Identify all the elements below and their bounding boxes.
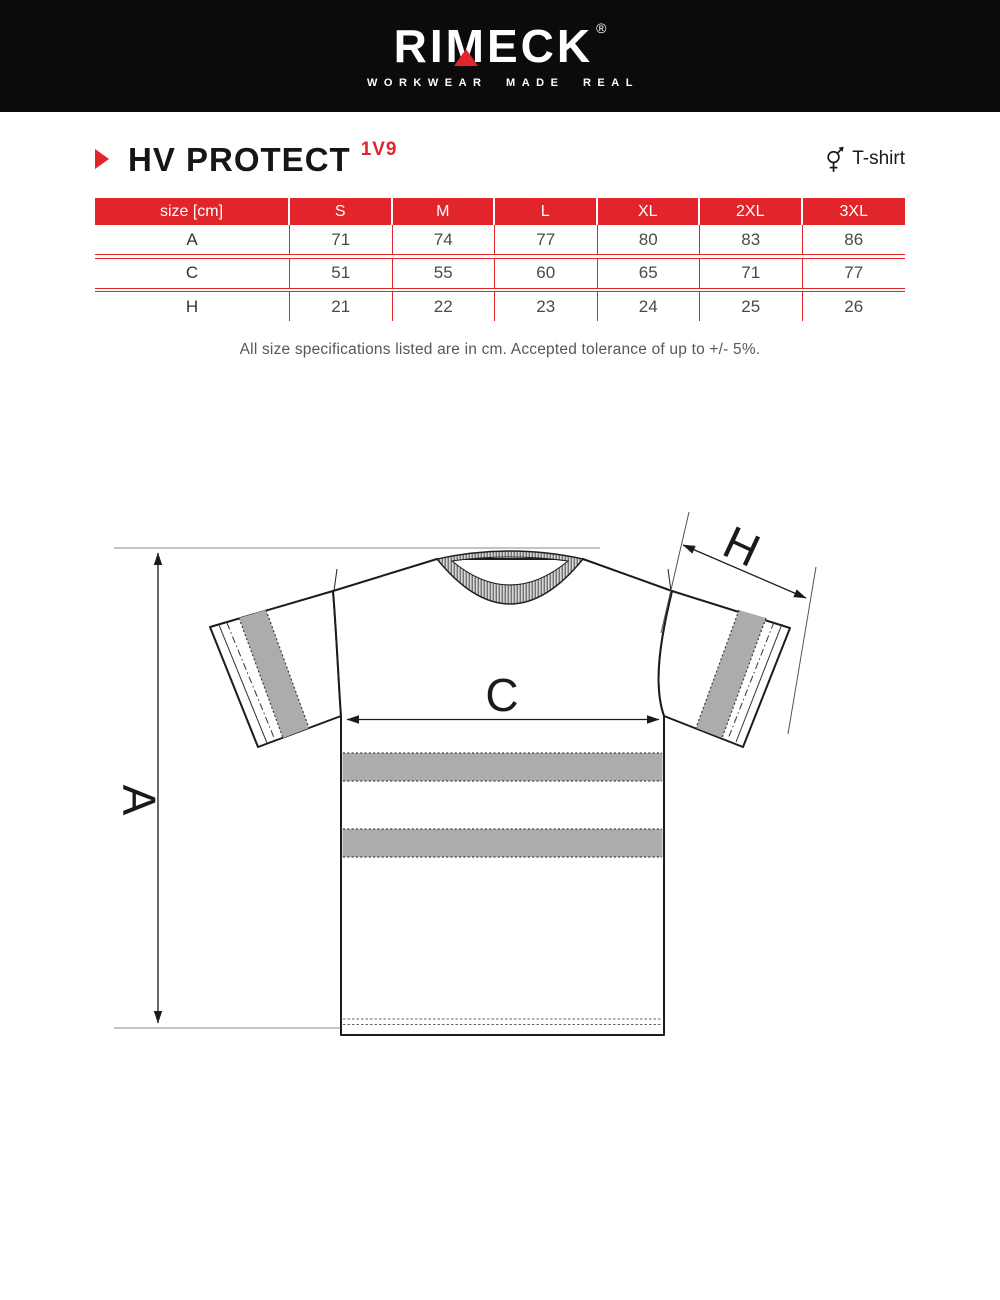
chest-stripe-lower (343, 829, 663, 857)
table-cell: 83 (700, 225, 803, 254)
registered-mark: ® (596, 20, 607, 36)
table-cell: 55 (393, 259, 496, 288)
dim-label-c: C (485, 669, 519, 721)
right-shoulder-seam (668, 569, 671, 591)
table-cell: 24 (598, 292, 701, 321)
shirt-body (333, 559, 672, 1035)
column-header: M (393, 198, 496, 225)
column-header: S (290, 198, 393, 225)
row-label: C (95, 259, 290, 288)
row-label: A (95, 225, 290, 254)
brand-tagline: WORKWEAR MADE REAL (367, 77, 639, 89)
dim-label-a: A (113, 784, 165, 816)
left-shoulder-seam (334, 569, 337, 591)
table-cell: 71 (290, 225, 393, 254)
table-cell: 65 (598, 259, 701, 288)
tolerance-note: All size specifications listed are in cm. Accepted tolerance of up to +/- 5%. (239, 341, 761, 358)
table-cell: 77 (495, 225, 598, 254)
dim-label-h: H (715, 515, 768, 577)
table-cell: 71 (700, 259, 803, 288)
chest-stripe-upper (343, 753, 663, 781)
table-cell: 80 (598, 225, 701, 254)
table-cell: 60 (495, 259, 598, 288)
table-cell: 74 (393, 225, 496, 254)
logo-text-prefix: RI (393, 20, 446, 72)
category-label: T-shirt (852, 148, 905, 169)
table-cell: 77 (844, 263, 864, 283)
table-cell: 25 (700, 292, 803, 321)
logo-text-suffix: ECK (486, 20, 594, 72)
column-header: size [cm] (95, 198, 290, 225)
row-label: H (95, 292, 290, 321)
column-header: L (495, 198, 598, 225)
logo-letter-m: M (445, 20, 487, 72)
table-cell: 86 (844, 229, 864, 249)
product-code: 1V9 (360, 139, 398, 160)
table-cell: 23 (495, 292, 598, 321)
table-cell: 22 (393, 292, 496, 321)
column-header: 3XL (803, 198, 906, 225)
table-cell: 51 (290, 259, 393, 288)
product-title: HV PROTECT (128, 140, 351, 178)
column-header: 2XL (700, 198, 803, 225)
table-cell: 26 (844, 296, 864, 316)
table-cell: 21 (290, 292, 393, 321)
column-header: XL (598, 198, 701, 225)
